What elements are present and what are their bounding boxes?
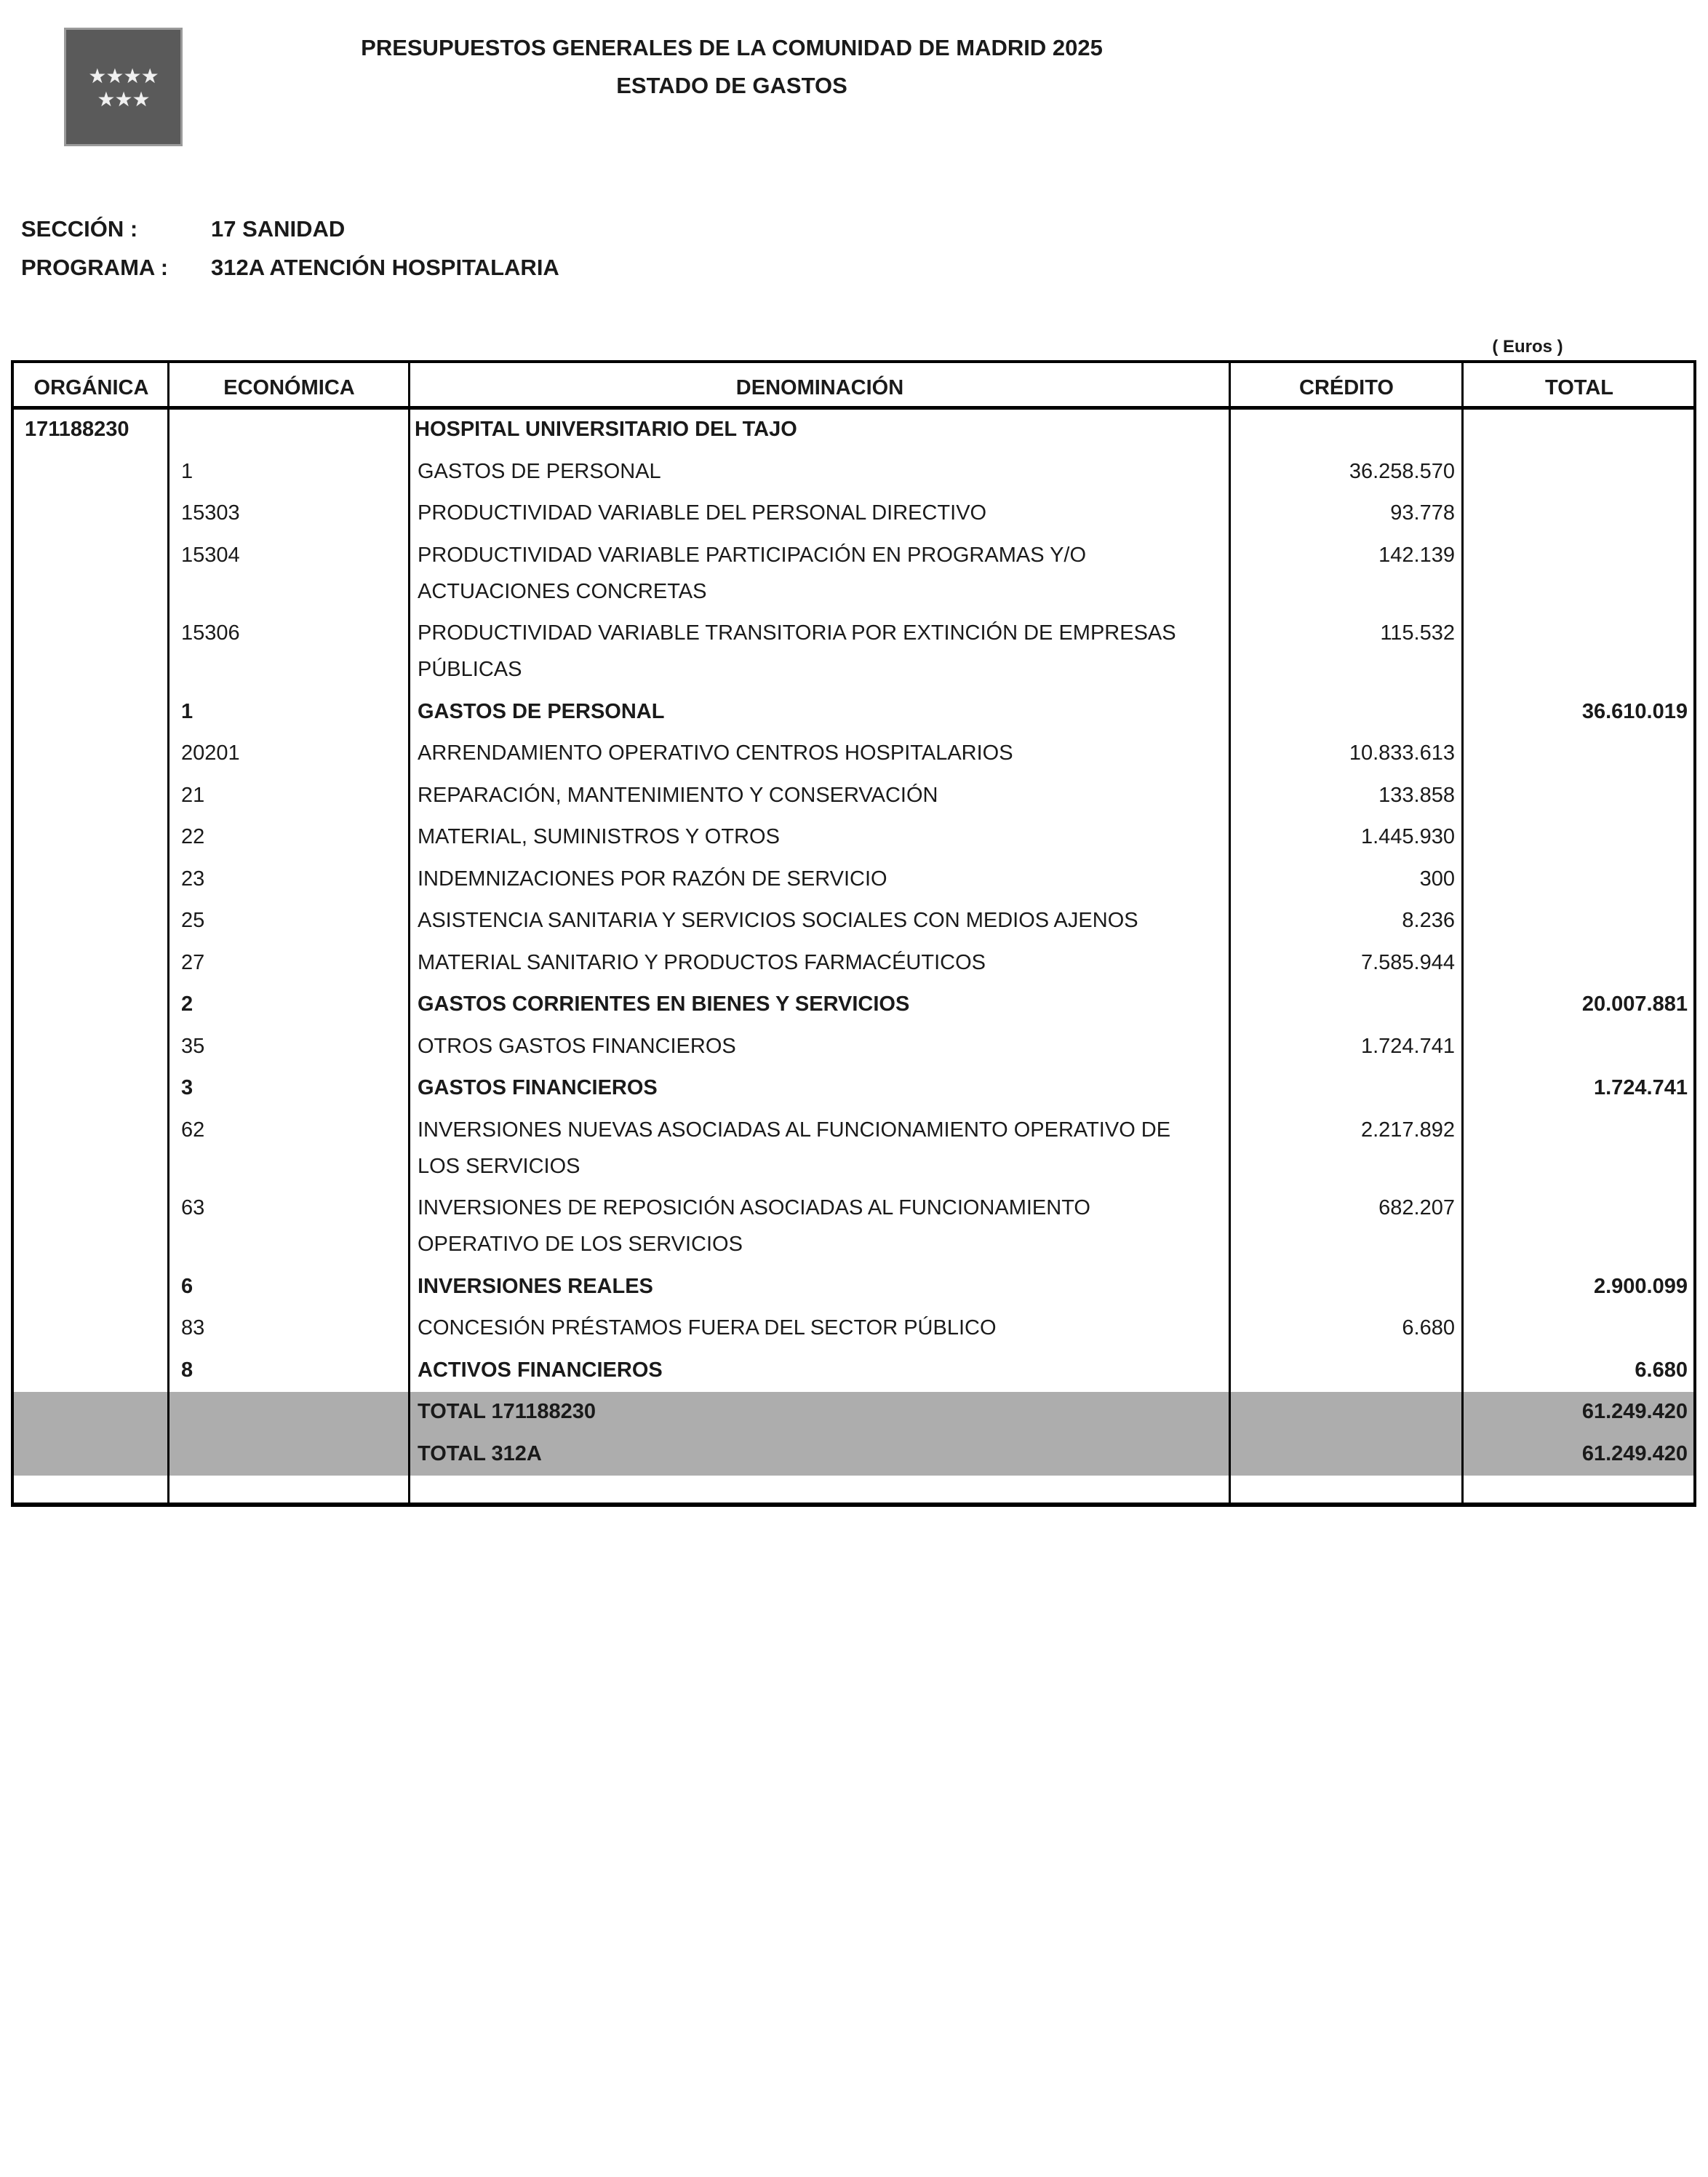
denominacion-cell: TOTAL 312A xyxy=(418,1441,542,1465)
economica-cell: 1 xyxy=(181,699,193,723)
column-divider xyxy=(167,363,169,1503)
economica-cell: 15303 xyxy=(181,501,240,525)
economica-cell: 27 xyxy=(181,950,205,974)
table-row xyxy=(14,410,1693,452)
credito-cell: 115.532 xyxy=(1380,621,1455,645)
economica-cell: 8 xyxy=(181,1358,193,1382)
table-row xyxy=(14,1267,1693,1309)
table-row xyxy=(14,1027,1693,1069)
credito-cell: 300 xyxy=(1419,867,1455,891)
table-row xyxy=(14,984,1693,1027)
units-label: ( Euros ) xyxy=(1492,337,1563,357)
denominacion-cell: ACTIVOS FINANCIEROS xyxy=(418,1358,663,1382)
credito-cell: 36.258.570 xyxy=(1349,459,1455,483)
denominacion-cell: TOTAL 171188230 xyxy=(418,1400,596,1423)
economica-cell: 20201 xyxy=(181,741,240,765)
economica-cell: 63 xyxy=(181,1196,205,1219)
total-cell: 2.900.099 xyxy=(1593,1274,1688,1298)
total-cell: 1.724.741 xyxy=(1593,1076,1688,1099)
economica-cell: 25 xyxy=(181,909,205,932)
economica-cell: 22 xyxy=(181,825,205,848)
denominacion-cell: CONCESIÓN PRÉSTAMOS FUERA DEL SECTOR PÚBLICO xyxy=(418,1316,997,1340)
credito-cell: 1.445.930 xyxy=(1360,825,1455,848)
credito-cell: 6.680 xyxy=(1402,1316,1455,1340)
denominacion-cell: ASISTENCIA SANITARIA Y SERVICIOS SOCIALES CON MEDIOS AJENOS xyxy=(418,909,1138,932)
program-value: 312A ATENCIÓN HOSPITALARIA xyxy=(211,255,559,280)
table-row xyxy=(14,817,1693,859)
credito-cell: 682.207 xyxy=(1378,1196,1455,1219)
stars-icon: ★★★★ ★★★ xyxy=(88,65,159,111)
program-line xyxy=(21,255,559,281)
credito-cell: 7.585.944 xyxy=(1360,950,1455,974)
credito-cell: 133.858 xyxy=(1378,783,1455,807)
table-row xyxy=(14,1350,1693,1393)
col-economica: ECONÓMICA xyxy=(223,376,355,399)
table-row xyxy=(14,943,1693,985)
table-row xyxy=(14,901,1693,943)
economica-cell: 6 xyxy=(181,1274,193,1298)
denominacion-cell: PRODUCTIVIDAD VARIABLE DEL PERSONAL DIRECTIVO xyxy=(418,501,987,525)
program-label: PROGRAMA : xyxy=(21,255,169,280)
table-row xyxy=(14,1188,1693,1267)
table-row xyxy=(14,613,1693,692)
total-cell: 6.680 xyxy=(1635,1358,1688,1382)
denominacion-cell: INVERSIONES REALES xyxy=(418,1274,653,1298)
denominacion-cell: PRODUCTIVIDAD VARIABLE TRANSITORIA POR EXTINCIÓN DE EMPRESAS PÚBLICAS xyxy=(418,621,1176,681)
denominacion-cell: GASTOS CORRIENTES EN BIENES Y SERVICIOS xyxy=(418,992,910,1016)
denominacion-cell: INDEMNIZACIONES POR RAZÓN DE SERVICIO xyxy=(418,867,887,891)
col-total: TOTAL xyxy=(1545,376,1613,399)
column-divider xyxy=(408,363,410,1503)
table-row xyxy=(14,1308,1693,1350)
denominacion-cell: PRODUCTIVIDAD VARIABLE PARTICIPACIÓN EN PROGRAMAS Y/O ACTUACIONES CONCRETAS xyxy=(418,543,1087,603)
economica-cell: 15306 xyxy=(181,621,240,645)
economica-cell: 35 xyxy=(181,1034,205,1058)
col-credito: CRÉDITO xyxy=(1299,376,1394,399)
credito-cell: 142.139 xyxy=(1378,543,1455,567)
table-row xyxy=(14,859,1693,902)
denominacion-cell: MATERIAL SANITARIO Y PRODUCTOS FARMACÉUTICOS xyxy=(418,950,986,974)
denominacion-cell: OTROS GASTOS FINANCIEROS xyxy=(418,1034,736,1058)
section-label: SECCIÓN : xyxy=(21,216,138,242)
denominacion-cell: GASTOS DE PERSONAL xyxy=(418,459,661,483)
denominacion-cell: REPARACIÓN, MANTENIMIENTO Y CONSERVACIÓN xyxy=(418,783,938,807)
table-row xyxy=(14,1110,1693,1189)
economica-cell: 83 xyxy=(181,1316,205,1340)
table-row xyxy=(14,536,1693,614)
denominacion-cell: INVERSIONES NUEVAS ASOCIADAS AL FUNCIONAMIENTO OPERATIVO DE LOS SERVICIOS xyxy=(418,1118,1171,1178)
economica-cell: 21 xyxy=(181,783,205,807)
table-row xyxy=(14,1434,1693,1476)
denominacion-cell: GASTOS DE PERSONAL xyxy=(418,699,665,723)
table-row xyxy=(14,733,1693,776)
credito-cell: 10.833.613 xyxy=(1349,741,1455,765)
table-body xyxy=(14,410,1693,1476)
economica-cell: 62 xyxy=(181,1118,205,1142)
table-row xyxy=(14,692,1693,734)
total-cell: 61.249.420 xyxy=(1581,1441,1688,1465)
budget-table xyxy=(11,360,1696,1507)
document-title: PRESUPUESTOS GENERALES DE LA COMUNIDAD DE MADRID 2025 xyxy=(361,35,1103,60)
table-row xyxy=(14,493,1693,536)
credito-cell: 2.217.892 xyxy=(1360,1118,1455,1142)
column-divider xyxy=(1461,363,1464,1503)
denominacion-cell: HOSPITAL UNIVERSITARIO DEL TAJO xyxy=(415,418,797,441)
total-cell: 61.249.420 xyxy=(1581,1400,1688,1423)
table-row xyxy=(14,1068,1693,1110)
table-header xyxy=(14,363,1693,410)
credito-cell: 8.236 xyxy=(1402,909,1455,932)
economica-cell: 1 xyxy=(181,459,193,483)
column-divider xyxy=(1229,363,1231,1503)
col-denominacion: DENOMINACIÓN xyxy=(735,376,904,399)
economica-cell: 2 xyxy=(181,992,193,1016)
total-cell: 36.610.019 xyxy=(1581,699,1688,723)
denominacion-cell: MATERIAL, SUMINISTROS Y OTROS xyxy=(418,825,780,848)
credito-cell: 93.778 xyxy=(1390,501,1455,525)
denominacion-cell: INVERSIONES DE REPOSICIÓN ASOCIADAS AL FUNCIONAMIENTO OPERATIVO DE LOS SERVICIOS xyxy=(418,1196,1090,1256)
section-line xyxy=(21,216,346,242)
table-row xyxy=(14,1392,1693,1434)
total-cell: 20.007.881 xyxy=(1581,992,1688,1016)
table-row xyxy=(14,452,1693,494)
credito-cell: 1.724.741 xyxy=(1360,1034,1455,1058)
economica-cell: 15304 xyxy=(181,543,240,567)
table-row xyxy=(14,776,1693,818)
document-subtitle: ESTADO DE GASTOS xyxy=(616,73,847,98)
section-value: 17 SANIDAD xyxy=(211,216,346,242)
denominacion-cell: GASTOS FINANCIEROS xyxy=(418,1076,658,1099)
economica-cell: 3 xyxy=(181,1076,193,1099)
denominacion-cell: ARRENDAMIENTO OPERATIVO CENTROS HOSPITALARIOS xyxy=(418,741,1013,765)
economica-cell: 23 xyxy=(181,867,205,891)
col-organica: ORGÁNICA xyxy=(33,376,149,399)
organica-cell: 171188230 xyxy=(25,418,129,441)
